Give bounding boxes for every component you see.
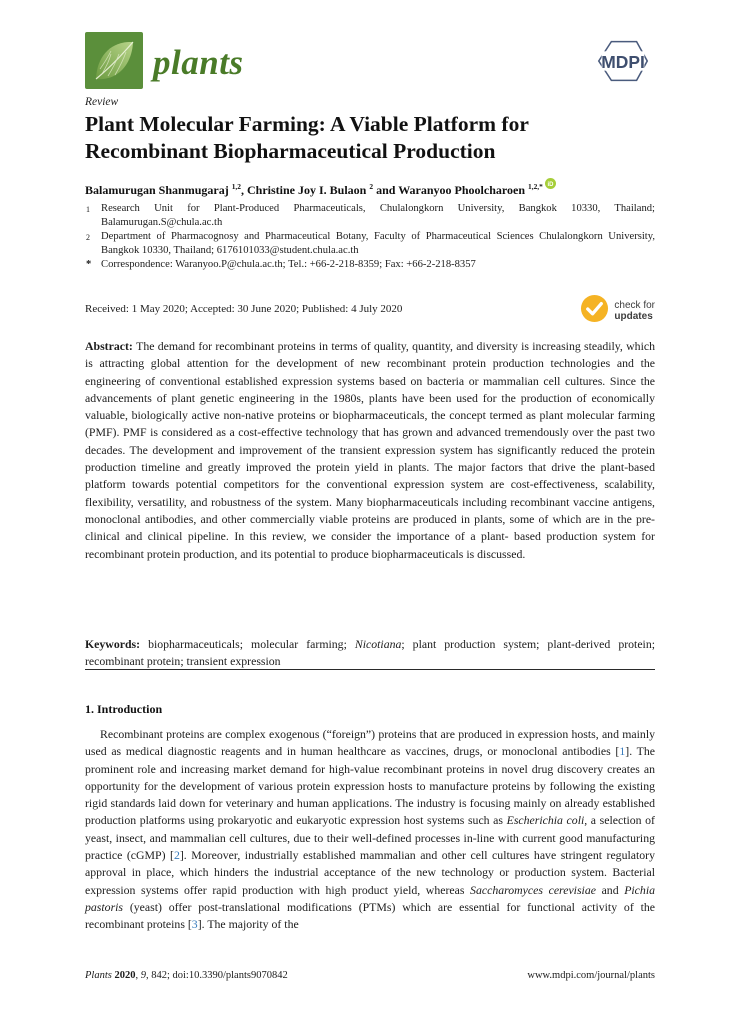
text-run: , 842; doi:10.3390/plants9070842: [145, 970, 288, 981]
text-run: Pichia pastoris: [85, 882, 655, 914]
paper-title: [85, 111, 655, 165]
text-run: Escherichia coli: [506, 813, 585, 828]
affiliation-marker: 2: [86, 233, 90, 242]
correspondence-marker: *: [86, 259, 92, 270]
text-run: ]. Moreover, industrially established mammalian and other cell cultures have stringent regulatory approval in place, which hinders the industrial acceptance of the new technology or production system. Bacterial expression systems offer rapid production with high product yield, whereas: [85, 848, 655, 897]
text-run: ]. The prominent role and increasing market demand for high-value recombinant proteins in novel drug discovery creates an opportunity for the development of various protein expression hosts to manufacture proteins by following the existing rigid standards laid down for veterinary and human applications. The industry is focusing mainly on already established production platforms using prokaryotic and eukaryotic expression host systems such as: [85, 744, 655, 828]
affiliation-text: Research Unit for Plant-Produced Pharmaceuticals, Chulalongkorn University, Bangkok 10330, Thailand; Balamurugan.S@chula.ac.th: [101, 203, 655, 228]
text-run: (yeast) offer post-translational modifications (PTMs) which are essential for functional activity of the recombinant proteins [: [85, 899, 655, 932]
affiliation-marker: 1: [86, 205, 90, 214]
text-run: and Waranyoo Phoolcharoen: [373, 183, 528, 197]
mdpi-logo-text: MDPI: [601, 51, 645, 72]
text-run: Plants: [85, 970, 115, 981]
citation-link[interactable]: 1: [619, 744, 626, 759]
section-divider: [85, 669, 655, 670]
text-run: Saccharomyces cerevisiae: [470, 882, 596, 897]
authors-names: [85, 183, 543, 197]
affiliations-list: [85, 202, 655, 272]
affiliation-item-2: [85, 230, 655, 258]
orcid-icon[interactable]: [545, 178, 556, 193]
text-run: Abstract:: [85, 339, 137, 353]
paper-title-line1: Plant Molecular Farming: A Viable Platform for: [85, 112, 529, 136]
citation-doi-line: [85, 970, 288, 981]
text-run: 9: [140, 970, 146, 981]
mdpi-logo[interactable]: [591, 36, 655, 91]
plants-leaf-icon: [85, 32, 143, 94]
journal-logo[interactable]: [85, 32, 244, 94]
affiliation-item-correspondence: [85, 258, 655, 272]
journal-name: plants: [153, 43, 244, 82]
check-for-updates-button[interactable]: [580, 294, 655, 328]
text-run: 2: [369, 182, 374, 191]
check-for-updates-label: check for updates: [614, 300, 655, 322]
svg-text:iD: iD: [547, 181, 554, 188]
check-circle-icon: [580, 294, 609, 328]
text-run: Recombinant proteins are complex exogenous (“foreign”) proteins that are produced in expression hosts, and mainly used as medical diagnostic reagents and in human healthcare as vaccines, drugs, or monoclonal antibodies [: [85, 727, 655, 759]
abstract-paragraph: [85, 338, 655, 563]
citation-link[interactable]: 3: [191, 917, 198, 932]
text-run: ; plant production system; plant-derived protein; recombinant protein; transient expression: [85, 637, 656, 669]
text-run: ]. The majority of the: [197, 917, 299, 932]
text-run: , Christine Joy I. Bulaon: [241, 183, 370, 197]
affiliation-text: Department of Pharmacognosy and Pharmaceutical Botany, Faculty of Pharmaceutical Sciences Chulalongkorn University, Bangkok 10330, Thailand; 6176101033@student.chula.ac.th: [101, 231, 655, 256]
text-run: and: [595, 882, 625, 897]
journal-url-link[interactable]: www.mdpi.com/journal/plants: [527, 970, 655, 981]
text-run: 2020: [114, 970, 136, 981]
text-run: Keywords:: [85, 637, 149, 651]
text-run: The demand for recombinant proteins in terms of quality, quantity, and diversity is increasing steadily, which is attracting global attention for the development of new recombinant protein production technologies and the engineering of conventional established expression systems based on bacteria or mammalian cell cultures. Since the advancements of plant genetic engineering in the 1980s, plants have been used for the production of economically valuable, biologically active non-native proteins or biopharmaceuticals, the concept termed as plant molecular farming (PMF). PMF is considered as a cost-effective technology that has grown and advanced tremendously over the past two decades. The development and improvement of the transient expression system has significantly reduced the protein production timeline and greatly improved the protein yield in plants. The major factors that drive the plant-based platform towards potential competitors for the conventional expression system are cost-effectiveness, scalability, flexibility, versatility, and robustness of the system. Many biopharmaceuticals including recombinant vaccine antigens, monoclonal antibodies, and other commercially viable proteins are produced in plants, some of which are in the pre-clinical and clinical pipeline. In this review, we consider the importance of a plant- based production system for recombinant protein production, and its potential to produce biopharmaceuticals is discussed.: [85, 339, 655, 561]
article-type-label: Review: [85, 96, 119, 108]
text-run: Balamurugan Shanmugaraj: [85, 183, 232, 197]
section-heading-introduction: 1. Introduction: [85, 702, 163, 716]
text-run: Nicotiana: [354, 637, 402, 651]
keywords-paragraph: [85, 636, 655, 671]
text-run: , a selection of yeast, insect, and mammalian cell cultures, due to their well-defined processes in-line with current good manufacturing practice (cGMP) [: [85, 813, 655, 863]
affiliation-item-1: [85, 202, 655, 230]
page-footer: [85, 970, 655, 981]
received-accepted-published-line: Received: 1 May 2020; Accepted: 30 June 2020; Published: 4 July 2020: [85, 303, 403, 315]
authors-line: [85, 178, 655, 198]
introduction-paragraph: [85, 726, 655, 934]
text-run: 1,2,*: [528, 182, 543, 191]
page-header: [85, 30, 655, 92]
text-run: 1,2: [231, 182, 241, 191]
citation-link[interactable]: 2: [173, 848, 180, 863]
paper-title-line2: Recombinant Biopharmaceutical Production: [85, 139, 496, 163]
text-run: biopharmaceuticals; molecular farming;: [148, 637, 355, 651]
correspondence-text: Correspondence: Waranyoo.P@chula.ac.th; Tel.: +66-2-218-8359; Fax: +66-2-218-8357: [101, 259, 476, 270]
text-run: ,: [135, 970, 141, 981]
